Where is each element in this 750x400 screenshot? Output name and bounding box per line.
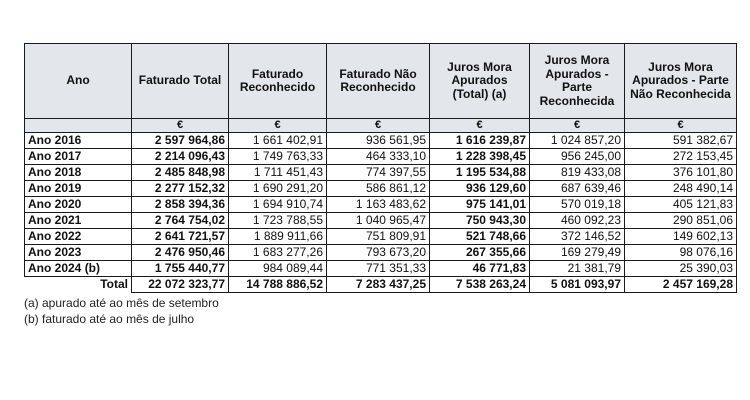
faturado-reconhecido-cell: 1 711 451,43 — [229, 165, 327, 181]
total-juros-nao-reconhecida: 2 457 169,28 — [625, 277, 737, 293]
total-faturado-total: 22 072 323,77 — [132, 277, 229, 293]
year-cell: Ano 2017 — [25, 149, 132, 165]
juros-total-cell: 521 748,66 — [430, 229, 530, 245]
header-row — [25, 44, 737, 119]
header-ano: Ano — [25, 44, 132, 119]
juros-total-cell: 1 616 239,87 — [430, 133, 530, 149]
juros-nao-reconhecida-cell: 25 390,03 — [625, 261, 737, 277]
table-row — [25, 181, 737, 197]
units-cell: € — [530, 119, 625, 133]
total-row — [25, 277, 737, 293]
year-cell: Ano 2020 — [25, 197, 132, 213]
juros-reconhecida-cell: 1 024 857,20 — [530, 133, 625, 149]
year-cell: Ano 2018 — [25, 165, 132, 181]
juros-reconhecida-cell: 21 381,79 — [530, 261, 625, 277]
units-cell: € — [430, 119, 530, 133]
juros-reconhecida-cell: 372 146,52 — [530, 229, 625, 245]
document — [24, 43, 736, 327]
juros-nao-reconhecida-cell: 149 602,13 — [625, 229, 737, 245]
juros-reconhecida-cell: 169 279,49 — [530, 245, 625, 261]
faturado-total-cell: 1 755 440,77 — [132, 261, 229, 277]
faturado-reconhecido-cell: 984 089,44 — [229, 261, 327, 277]
units-cell: € — [229, 119, 327, 133]
juros-total-cell: 46 771,83 — [430, 261, 530, 277]
faturado-total-cell: 2 764 754,02 — [132, 213, 229, 229]
year-cell: Ano 2016 — [25, 133, 132, 149]
juros-nao-reconhecida-cell: 405 121,83 — [625, 197, 737, 213]
table-row — [25, 229, 737, 245]
header-faturado-reconhecido: Faturado Reconhecido — [229, 44, 327, 119]
units-cell: € — [132, 119, 229, 133]
faturado-reconhecido-cell: 1 661 402,91 — [229, 133, 327, 149]
juros-total-cell: 267 355,66 — [430, 245, 530, 261]
faturado-nao-reconhecido-cell: 774 397,55 — [327, 165, 430, 181]
juros-total-cell: 750 943,30 — [430, 213, 530, 229]
header-juros-total: Juros Mora Apurados (Total) (a) — [430, 44, 530, 119]
juros-nao-reconhecida-cell: 376 101,80 — [625, 165, 737, 181]
units-cell: € — [327, 119, 430, 133]
header-faturado-total: Faturado Total — [132, 44, 229, 119]
footnote-b: (b) faturado até ao mês de julho — [24, 312, 195, 326]
billing-table — [24, 43, 737, 293]
year-cell: Ano 2023 — [25, 245, 132, 261]
faturado-nao-reconhecido-cell: 586 861,12 — [327, 181, 430, 197]
faturado-reconhecido-cell: 1 723 788,55 — [229, 213, 327, 229]
year-cell: Ano 2022 — [25, 229, 132, 245]
total-faturado-nao-reconhecido: 7 283 437,25 — [327, 277, 430, 293]
faturado-nao-reconhecido-cell: 1 040 965,47 — [327, 213, 430, 229]
table-row — [25, 133, 737, 149]
juros-nao-reconhecida-cell: 248 490,14 — [625, 181, 737, 197]
total-label: Total — [25, 277, 132, 293]
faturado-total-cell: 2 641 721,57 — [132, 229, 229, 245]
units-cell: € — [625, 119, 737, 133]
juros-reconhecida-cell: 460 092,23 — [530, 213, 625, 229]
juros-reconhecida-cell: 570 019,18 — [530, 197, 625, 213]
faturado-reconhecido-cell: 1 749 763,33 — [229, 149, 327, 165]
faturado-total-cell: 2 858 394,36 — [132, 197, 229, 213]
units-row — [25, 119, 737, 133]
total-juros-reconhecida: 5 081 093,97 — [530, 277, 625, 293]
faturado-reconhecido-cell: 1 889 911,66 — [229, 229, 327, 245]
year-cell: Ano 2019 — [25, 181, 132, 197]
juros-nao-reconhecida-cell: 591 382,67 — [625, 133, 737, 149]
total-faturado-reconhecido: 14 788 886,52 — [229, 277, 327, 293]
header-faturado-nao-reconhecido: Faturado Não Reconhecido — [327, 44, 430, 119]
faturado-reconhecido-cell: 1 694 910,74 — [229, 197, 327, 213]
faturado-nao-reconhecido-cell: 793 673,20 — [327, 245, 430, 261]
footnote-a: (a) apurado até ao mês de setembro — [24, 296, 219, 310]
juros-total-cell: 936 129,60 — [430, 181, 530, 197]
juros-nao-reconhecida-cell: 272 153,45 — [625, 149, 737, 165]
faturado-total-cell: 2 476 950,46 — [132, 245, 229, 261]
year-cell: Ano 2021 — [25, 213, 132, 229]
header-juros-nao-reconhecida: Juros Mora Apurados - Parte Não Reconhecida — [625, 44, 737, 119]
table-row — [25, 245, 737, 261]
faturado-nao-reconhecido-cell: 464 333,10 — [327, 149, 430, 165]
juros-total-cell: 1 195 534,88 — [430, 165, 530, 181]
table-row — [25, 213, 737, 229]
faturado-reconhecido-cell: 1 683 277,26 — [229, 245, 327, 261]
juros-nao-reconhecida-cell: 290 851,06 — [625, 213, 737, 229]
juros-reconhecida-cell: 687 639,46 — [530, 181, 625, 197]
faturado-reconhecido-cell: 1 690 291,20 — [229, 181, 327, 197]
footnotes — [24, 295, 736, 327]
table-row — [25, 149, 737, 165]
table-row — [25, 197, 737, 213]
faturado-total-cell: 2 485 848,98 — [132, 165, 229, 181]
header-juros-reconhecida: Juros Mora Apurados - Parte Reconhecida — [530, 44, 625, 119]
faturado-nao-reconhecido-cell: 751 809,91 — [327, 229, 430, 245]
juros-nao-reconhecida-cell: 98 076,16 — [625, 245, 737, 261]
juros-total-cell: 1 228 398,45 — [430, 149, 530, 165]
faturado-total-cell: 2 597 964,86 — [132, 133, 229, 149]
total-juros-total: 7 538 263,24 — [430, 277, 530, 293]
units-cell — [25, 119, 132, 133]
juros-reconhecida-cell: 819 433,08 — [530, 165, 625, 181]
faturado-total-cell: 2 214 096,43 — [132, 149, 229, 165]
faturado-total-cell: 2 277 152,32 — [132, 181, 229, 197]
faturado-nao-reconhecido-cell: 771 351,33 — [327, 261, 430, 277]
faturado-nao-reconhecido-cell: 1 163 483,62 — [327, 197, 430, 213]
table-row — [25, 261, 737, 277]
table-row — [25, 165, 737, 181]
juros-total-cell: 975 141,01 — [430, 197, 530, 213]
faturado-nao-reconhecido-cell: 936 561,95 — [327, 133, 430, 149]
year-cell: Ano 2024 (b) — [25, 261, 132, 277]
juros-reconhecida-cell: 956 245,00 — [530, 149, 625, 165]
